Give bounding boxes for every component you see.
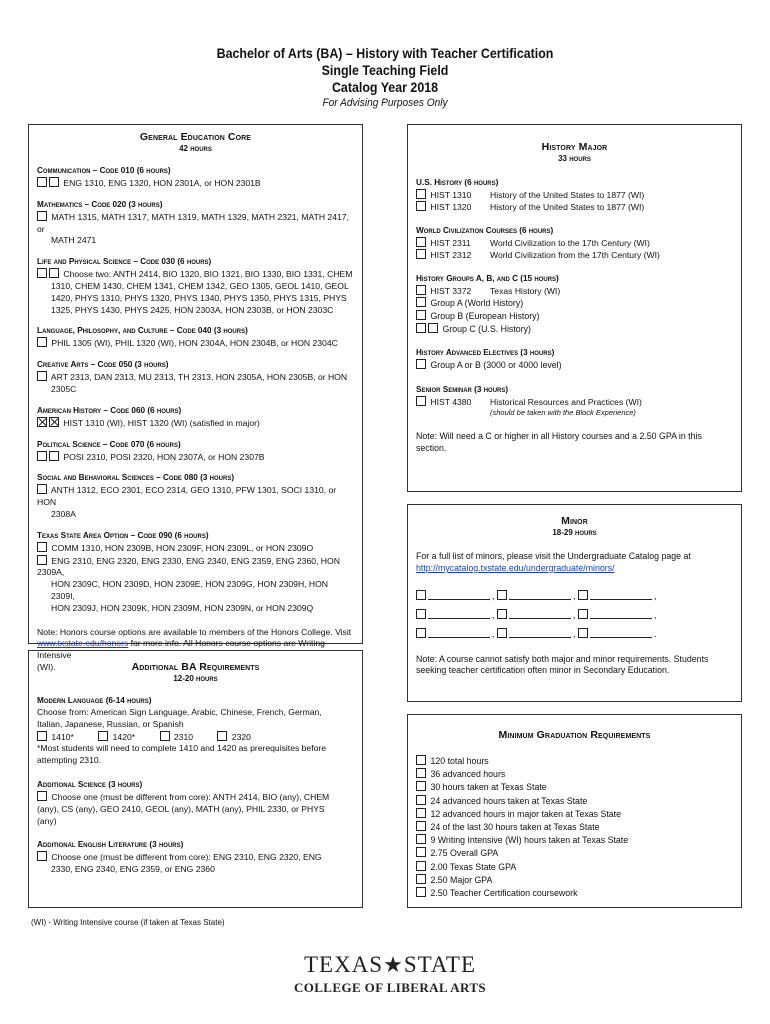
checkbox[interactable]: [98, 731, 108, 741]
checkbox[interactable]: [37, 555, 47, 565]
social-sciences-courses-2: 2308A: [51, 508, 76, 519]
graduation-requirements-box: [407, 714, 742, 908]
creative-arts-section: [37, 359, 354, 396]
additional-english-title: Additional English Literature (3 hours): [37, 840, 184, 850]
graduation-item: [416, 795, 733, 808]
logo-state: STATE: [403, 952, 477, 977]
page-title: Bachelor of Arts (BA) – History with Teacher Certification: [216, 46, 554, 61]
us-history-title: U.S. History (6 hours): [416, 178, 499, 187]
mathematics-courses-cont: MATH 2471: [51, 235, 97, 246]
mathematics-section: [37, 199, 354, 247]
seminar-note: (should be taken with the Block Experience): [490, 408, 636, 418]
history-groups-title: History Groups A, B, and C (15 hours): [416, 274, 559, 283]
graduation-item-label: 24 of the last 30 hours taken at Texas State: [430, 822, 600, 833]
checkbox[interactable]: [416, 609, 426, 619]
checkbox[interactable]: [49, 177, 59, 187]
history-major-note: [416, 431, 733, 455]
document-header: [0, 45, 770, 109]
modern-language-text-2: Italian, Japanese, Russian, or Spanish: [37, 718, 184, 729]
minor-note: [416, 654, 733, 678]
history-major-title: History Major: [541, 141, 608, 153]
checkbox[interactable]: [578, 628, 588, 638]
texas-state-logo: [290, 952, 490, 996]
checkbox[interactable]: [416, 887, 426, 897]
graduation-item: [416, 781, 733, 794]
gen-ed-hours: 42 hours: [179, 144, 212, 153]
graduation-item: [416, 874, 733, 887]
checkbox[interactable]: [416, 189, 426, 199]
checked-checkbox[interactable]: [49, 417, 59, 427]
group-c: Group C (U.S. History): [442, 323, 531, 334]
minor-course-blank[interactable]: [590, 628, 652, 638]
senior-seminar-title: Senior Seminar (3 hours): [416, 385, 509, 395]
checkbox[interactable]: [37, 337, 47, 347]
life-science-title: Life and Physical Science – Code 030 (6 hours): [37, 257, 212, 267]
checkbox[interactable]: [416, 821, 426, 831]
checkbox[interactable]: [416, 808, 426, 818]
graduation-item-label: 2.00 Texas State GPA: [430, 861, 517, 872]
additional-science-title: Additional Science (3 hours): [37, 779, 143, 789]
minor-note-line1: Note: A course cannot satisfy both major and minor requirements. Students: [416, 653, 709, 664]
modern-language-title: Modern Language (6-14 hours): [37, 696, 152, 705]
course-description: World Civilization from the 17th Century (WI): [490, 250, 660, 260]
creative-arts-title: Creative Arts – Code 050 (3 hours): [37, 360, 169, 370]
minor-course-blank[interactable]: [590, 609, 652, 619]
checkbox[interactable]: [37, 484, 47, 494]
graduation-item-label: 24 advanced hours taken at Texas State: [430, 795, 588, 806]
us-history-section: [416, 177, 733, 213]
graduation-item-label: 2.50 Major GPA: [430, 874, 493, 885]
checkbox[interactable]: [416, 795, 426, 805]
graduation-item: [416, 887, 733, 900]
checkbox[interactable]: [578, 590, 588, 600]
minor-box: [407, 504, 742, 702]
minor-course-blank[interactable]: [509, 628, 571, 638]
graduation-item: [416, 768, 733, 781]
checkbox[interactable]: [428, 323, 438, 333]
checkbox[interactable]: [37, 211, 47, 221]
course-code: HIST 1320: [430, 202, 472, 212]
minor-info-text: For a full list of minors, please visit the Undergraduate Catalog page at: [416, 551, 691, 561]
communication-section: [37, 165, 354, 190]
graduation-item: [416, 808, 733, 821]
political-science-section: [37, 439, 354, 464]
checkbox[interactable]: [37, 851, 47, 861]
texas-option-courses-4: HON 2309J, HON 2309K, HON 2309M, HON 2309N, or HON 2309Q: [51, 602, 314, 613]
course-description: History of the United States to 1877 (WI): [490, 190, 645, 200]
minor-info: [416, 551, 733, 575]
life-science-courses-4: 1325, PHYS 1430, PHYS 2425, HON 2303A, HON 2303B, or HON 2303C: [51, 304, 334, 315]
checkbox[interactable]: [416, 874, 426, 884]
graduation-item: [416, 861, 733, 874]
checkbox[interactable]: [49, 268, 59, 278]
checkbox[interactable]: [37, 371, 47, 381]
catalog-year-title: Catalog Year 2018: [331, 80, 439, 95]
group-b: Group B (European History): [430, 310, 540, 321]
graduation-item: [416, 847, 733, 860]
minor-course-blank[interactable]: [428, 628, 490, 638]
checkbox[interactable]: [416, 249, 426, 259]
checkbox[interactable]: [416, 201, 426, 211]
texas-option-section: [37, 530, 354, 615]
minor-course-blank[interactable]: [509, 590, 571, 600]
checkbox[interactable]: [416, 396, 426, 406]
advising-subtitle: For Advising Purposes Only: [322, 97, 448, 109]
language-section: [37, 325, 354, 350]
world-civ-title: World Civilization Courses (6 hours): [416, 226, 554, 235]
texas-option-courses-3: HON 2309C, HON 2309D, HON 2309E, HON 2309G, HON 2309H, HON 2309I,: [51, 579, 329, 601]
checkbox[interactable]: [497, 628, 507, 638]
graduation-item: [416, 755, 733, 768]
course-code: HIST 1310: [430, 190, 472, 200]
communication-title: Communication – Code 010 (6 hours): [37, 166, 171, 175]
language-option-2320: 2320: [231, 731, 251, 742]
checkbox[interactable]: [497, 590, 507, 600]
language-title: Language, Philosophy, and Culture – Code 040 (3 hours): [37, 326, 248, 336]
history-note-line2: section.: [416, 442, 447, 453]
advanced-electives-title: History Advanced Electives (3 hours): [416, 348, 555, 358]
minor-blanks: , , , , , , , , .: [416, 587, 733, 644]
checkbox[interactable]: [416, 628, 426, 638]
life-science-courses-2: 1310, CHEM 1430, CHEM 1341, CHEM 1342, GEO 1305, GEOL 1410, GEOL: [51, 280, 349, 291]
honors-note-line3: (WI).: [37, 661, 56, 672]
modern-language-section: [37, 695, 354, 767]
additional-science-section: [37, 779, 354, 827]
checkbox[interactable]: [416, 755, 426, 765]
honors-note-line1: Note: Honors course options are available to members of the Honors College. Visit: [37, 626, 352, 637]
checkbox[interactable]: [416, 847, 426, 857]
course-description: World Civilization to the 17th Century (WI): [490, 238, 650, 248]
course-code: HIST 4380: [430, 397, 472, 408]
texas-option-courses-2: ENG 2310, ENG 2320, ENG 2330, ENG 2340, ENG 2359, ENG 2360, HON 2309A,: [37, 555, 340, 578]
course-description: Texas History (WI): [490, 286, 561, 296]
checkbox[interactable]: [160, 731, 170, 741]
language-option-1420: 1420*: [112, 731, 136, 742]
checkbox[interactable]: [497, 609, 507, 619]
additional-science-text-2: (any), CS (any), GEO 2410, GEOL (any), MATH (any), PHIL 2330, or PHYS: [37, 803, 325, 814]
graduation-item-label: 2.50 Teacher Certification coursework: [430, 888, 578, 899]
texas-option-title: Texas State Area Option – Code 090 (6 hours): [37, 530, 209, 540]
checkbox[interactable]: [578, 609, 588, 619]
advanced-electives-text: Group A or B (3000 or 4000 level): [430, 360, 562, 371]
language-courses: PHIL 1305 (WI), PHIL 1320 (WI), HON 2304A, HON 2304B, or HON 2304C: [51, 338, 338, 349]
star-icon: ★: [383, 952, 404, 977]
checkbox[interactable]: [416, 861, 426, 871]
minor-title: Minor: [561, 515, 588, 527]
checkbox[interactable]: [416, 590, 426, 600]
checkbox[interactable]: [416, 834, 426, 844]
social-sciences-section: [37, 472, 354, 520]
life-science-courses-3: 1420, PHYS 1310, PHYS 1320, PHYS 1340, PHYS 1350, PHYS 1315, PHYS: [51, 292, 347, 303]
checkbox[interactable]: [37, 451, 47, 461]
minor-catalog-link[interactable]: http://mycatalog.txstate.edu/undergraduate/minors/: [416, 562, 615, 573]
honors-note-line2: for more info. All Honors course options are Writing Intensive: [37, 638, 325, 661]
language-option-1410: 1410*: [51, 731, 74, 742]
communication-courses: ENG 1310, ENG 1320, HON 2301A, or HON 2301B: [63, 178, 261, 188]
mathematics-title: Mathematics – Code 020 (3 hours): [37, 199, 163, 209]
ba-requirements-box: [28, 650, 363, 908]
additional-english-text: Choose one (must be different from core): ENG 2310, ENG 2320, ENG: [51, 852, 322, 863]
checked-checkbox[interactable]: [37, 417, 47, 427]
checkbox[interactable]: [416, 310, 426, 320]
minor-course-blank[interactable]: [509, 609, 571, 619]
checkbox[interactable]: [416, 359, 426, 369]
course-code: HIST 2312: [430, 250, 472, 260]
graduation-item-label: 120 total hours: [430, 756, 489, 766]
social-sciences-courses: ANTH 1312, ECO 2301, ECO 2314, GEO 1310, PFW 1301, SOCI 1310, or HON: [37, 485, 337, 508]
checkbox[interactable]: [37, 791, 47, 801]
language-option-2310: 2310: [173, 731, 194, 742]
logo-texas: TEXAS: [303, 952, 384, 977]
history-note-line1: Note: Will need a C or higher in all History courses and a 2.50 GPA in this: [416, 431, 702, 442]
history-major-box: [407, 124, 742, 492]
minor-note-line2: seeking teacher certification often minor in Secondary Education.: [416, 665, 670, 676]
logo-college: COLLEGE OF LIBERAL ARTS: [293, 980, 487, 995]
honors-link[interactable]: www.txstate.edu/honors: [37, 638, 129, 649]
course-description: Historical Resources and Practices (WI): [490, 397, 642, 408]
additional-english-text-2: 2330, ENG 2340, ENG 2359, or ENG 2360: [51, 864, 215, 875]
checkbox[interactable]: [49, 451, 59, 461]
checkbox[interactable]: [416, 297, 426, 307]
wi-footnote: (WI) - Writing Intensive course (if taken at Texas State): [31, 918, 225, 927]
senior-seminar-section: [416, 384, 733, 417]
checkbox[interactable]: [217, 731, 227, 741]
political-science-title: Political Science – Code 070 (6 hours): [37, 439, 181, 449]
world-civ-section: [416, 225, 733, 261]
minor-course-blank[interactable]: [590, 590, 652, 600]
additional-science-text-3: (any): [37, 815, 57, 826]
minor-hours: 18-29 hours: [552, 528, 597, 537]
checkbox[interactable]: [37, 731, 47, 741]
texas-option-courses-1: COMM 1310, HON 2309B, HON 2309F, HON 2309L, or HON 2309O: [51, 542, 314, 553]
history-groups-section: [416, 273, 733, 335]
graduation-item: [416, 834, 733, 847]
graduation-item-label: 2.75 Overall GPA: [430, 848, 499, 859]
checkbox[interactable]: [416, 781, 426, 791]
history-major-hours: 33 hours: [558, 154, 591, 163]
minor-course-blank[interactable]: [428, 609, 490, 619]
course-code: HIST 3372: [430, 286, 472, 296]
checkbox[interactable]: [37, 268, 47, 278]
creative-arts-courses-2: 2305C: [51, 383, 77, 394]
gen-ed-title: General Education Core: [139, 131, 252, 143]
checkbox[interactable]: [416, 237, 426, 247]
additional-english-section: [37, 839, 354, 876]
graduation-item-label: 36 advanced hours: [430, 769, 506, 780]
graduation-list: [416, 755, 733, 900]
teaching-field-title: Single Teaching Field: [321, 63, 449, 78]
graduation-item: [416, 821, 733, 834]
advanced-electives-section: [416, 347, 733, 372]
course-code: HIST 2311: [430, 238, 471, 248]
checkbox[interactable]: [37, 542, 47, 552]
additional-science-text: Choose one (must be different from core): ANTH 2414, BIO (any), CHEM: [51, 791, 330, 802]
group-a: Group A (World History): [430, 298, 524, 308]
life-science-courses: Choose two: ANTH 2414, BIO 1320, BIO 1321, BIO 1330, BIO 1331, CHEM: [63, 269, 353, 280]
political-science-courses: POSI 2310, POSI 2320, HON 2307A, or HON 2307B: [63, 451, 265, 462]
american-history-section: [37, 405, 354, 430]
mathematics-courses: MATH 1315, MATH 1317, MATH 1319, MATH 1329, MATH 2321, MATH 2417, or: [37, 211, 349, 234]
checkbox[interactable]: [416, 323, 426, 333]
graduation-item-label: 12 advanced hours in major taken at Texas State: [430, 808, 622, 819]
graduation-item-label: 9 Writing Intensive (WI) hours taken at Texas State: [430, 835, 629, 846]
course-description: History of the United States to 1877 (WI): [490, 202, 645, 212]
ba-req-hours: 12-20 hours: [173, 674, 218, 683]
graduation-item-label: 30 hours taken at Texas State: [430, 782, 547, 793]
life-science-section: [37, 256, 354, 316]
modern-language-note: *Most students will need to complete 1410 and 1420 as prerequisites before: [37, 743, 327, 754]
modern-language-note-2: attempting 2310.: [37, 755, 102, 766]
american-history-title: American History – Code 060 (6 hours): [37, 405, 182, 415]
checkbox[interactable]: [37, 177, 47, 187]
minor-course-blank[interactable]: [428, 590, 490, 600]
modern-language-text: Choose from: American Sign Language, Arabic, Chinese, French, German,: [37, 707, 322, 717]
graduation-title: Minimum Graduation Requirements: [498, 729, 651, 741]
ba-req-title: Additional BA Requirements: [131, 661, 260, 673]
american-history-courses: HIST 1310 (WI), HIST 1320 (WI) (satisfied in major): [63, 417, 260, 428]
checkbox[interactable]: [416, 285, 426, 295]
checkbox[interactable]: [416, 768, 426, 778]
creative-arts-courses: ART 2313, DAN 2313, MU 2313, TH 2313, HON 2305A, HON 2305B, or HON: [50, 372, 348, 383]
social-sciences-title: Social and Behavioral Sciences – Code 080 (3 hours): [37, 473, 235, 483]
